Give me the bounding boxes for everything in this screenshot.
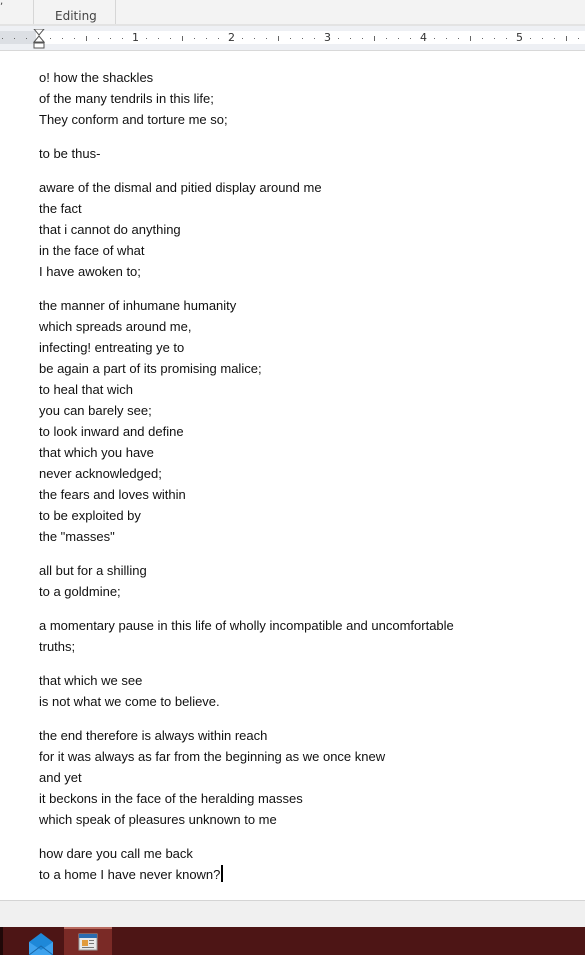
ruler-tick [2, 38, 3, 39]
ruler-tick [554, 38, 555, 39]
ruler-tick [170, 38, 171, 39]
ruler-tick [14, 38, 15, 39]
poem-line: o! how the shackles [39, 70, 154, 85]
ruler-tick [386, 38, 387, 39]
poem-line: the manner of inhumane humanity [39, 298, 237, 313]
ruler-tick [86, 36, 87, 41]
status-bar [0, 900, 585, 928]
poem-line: that which we see [39, 673, 143, 688]
ruler-tick [566, 36, 567, 41]
stanza [39, 560, 147, 602]
ruler-number: 1 [132, 31, 139, 44]
ribbon-group-label: Editing [55, 9, 97, 23]
stanza [39, 843, 223, 885]
poem-line: the fears and loves within [39, 487, 186, 502]
ruler-tick [302, 38, 303, 39]
document-page[interactable] [0, 51, 585, 900]
ruler-tick [62, 38, 63, 39]
poem-line: the "masses" [39, 529, 115, 544]
poem-line-text: to a home I have never known? [39, 867, 221, 882]
stanza [39, 670, 220, 712]
taskbar [0, 927, 585, 955]
ruler-tick [266, 38, 267, 39]
ruler-number: 4 [420, 31, 427, 44]
ruler-tick [242, 38, 243, 39]
ruler-tick [26, 38, 27, 39]
ruler-tick [482, 38, 483, 39]
ribbon-group-editing[interactable] [33, 0, 116, 24]
ruler-tick [314, 38, 315, 39]
poem-line: aware of the dismal and pitied display around me [39, 180, 322, 195]
poem-line: which speak of pleasures unknown to me [39, 812, 277, 827]
poem-line: how dare you call me back [39, 846, 193, 861]
poem-line: a momentary pause in this life of wholly incompatible and uncomfortable [39, 618, 454, 633]
ruler-tick [458, 38, 459, 39]
ruler-tick [158, 38, 159, 39]
ruler-tick [470, 36, 471, 41]
ruler-tick [254, 38, 255, 39]
ribbon-corner-mark: , [0, 0, 4, 7]
poem-line: for it was always as far from the beginning as we once knew [39, 749, 386, 764]
poem-line: that which you have [39, 445, 154, 460]
ruler-margin-area [0, 31, 36, 44]
ruler-tick [434, 38, 435, 39]
poem-line: be again a part of its promising malice; [39, 361, 262, 376]
ruler-tick [206, 38, 207, 39]
ruler-strip [0, 31, 585, 44]
poem-line: that i cannot do anything [39, 222, 181, 237]
taskbar-edge [0, 927, 3, 955]
ruler-tick [50, 38, 51, 39]
poem-line: the fact [39, 201, 82, 216]
poem-line: of the many tendrils in this life; [39, 91, 214, 106]
stanza [39, 295, 262, 547]
stanza [39, 67, 228, 130]
ruler-tick [350, 38, 351, 39]
ruler-number: 2 [228, 31, 235, 44]
poem-line: to be thus- [39, 146, 101, 161]
ruler-tick [182, 36, 183, 41]
ruler-tick [506, 38, 507, 39]
ruler-tick [146, 38, 147, 39]
ruler-tick [578, 38, 579, 39]
indent-marker-icon[interactable] [33, 29, 45, 49]
ruler-number: 5 [516, 31, 523, 44]
poem-line: in the face of what [39, 243, 145, 258]
poem-line: to heal that wich [39, 382, 133, 397]
poem-line: which spreads around me, [39, 319, 192, 334]
ruler-tick [410, 38, 411, 39]
ruler-tick [98, 38, 99, 39]
poem-line: all but for a shilling [39, 563, 147, 578]
poem-line: never acknowledged; [39, 466, 162, 481]
ruler-tick [290, 38, 291, 39]
stanza [39, 177, 322, 282]
ruler-tick [362, 38, 363, 39]
word-app-taskbar-button[interactable] [64, 927, 112, 955]
poem-line: to a goldmine; [39, 584, 121, 599]
ruler-tick [530, 38, 531, 39]
word-document-icon [78, 932, 98, 952]
poem-line: you can barely see; [39, 403, 152, 418]
poem-line: and yet [39, 770, 82, 785]
poem-line: infecting! entreating ye to [39, 340, 185, 355]
ribbon [0, 0, 585, 26]
poem-line: I have awoken to; [39, 264, 141, 279]
ruler-tick [110, 38, 111, 39]
stanza [39, 143, 100, 164]
poem-line: is not what we come to believe. [39, 694, 220, 709]
ruler-tick [338, 38, 339, 39]
text-cursor [221, 865, 223, 882]
poem-line: it beckons in the face of the heralding masses [39, 791, 303, 806]
ruler-tick [278, 36, 279, 41]
ruler-tick [494, 38, 495, 39]
ruler-tick [374, 36, 375, 41]
poem-line: the end therefore is always within reach [39, 728, 268, 743]
ruler-tick [542, 38, 543, 39]
ruler-tick [218, 38, 219, 39]
ruler-number: 3 [324, 31, 331, 44]
poem-line-last [39, 864, 223, 885]
poem-line: to be exploited by [39, 508, 141, 523]
poem-line: truths; [39, 639, 76, 654]
mail-icon[interactable] [27, 929, 55, 955]
ruler-tick [194, 38, 195, 39]
poem-line: to look inward and define [39, 424, 184, 439]
ruler-tick [446, 38, 447, 39]
ruler-tick [122, 38, 123, 39]
stanza [39, 615, 454, 657]
horizontal-ruler[interactable] [0, 26, 585, 51]
ruler-tick [398, 38, 399, 39]
stanza [39, 725, 385, 830]
ruler-tick [74, 38, 75, 39]
poem-line: They conform and torture me so; [39, 112, 228, 127]
